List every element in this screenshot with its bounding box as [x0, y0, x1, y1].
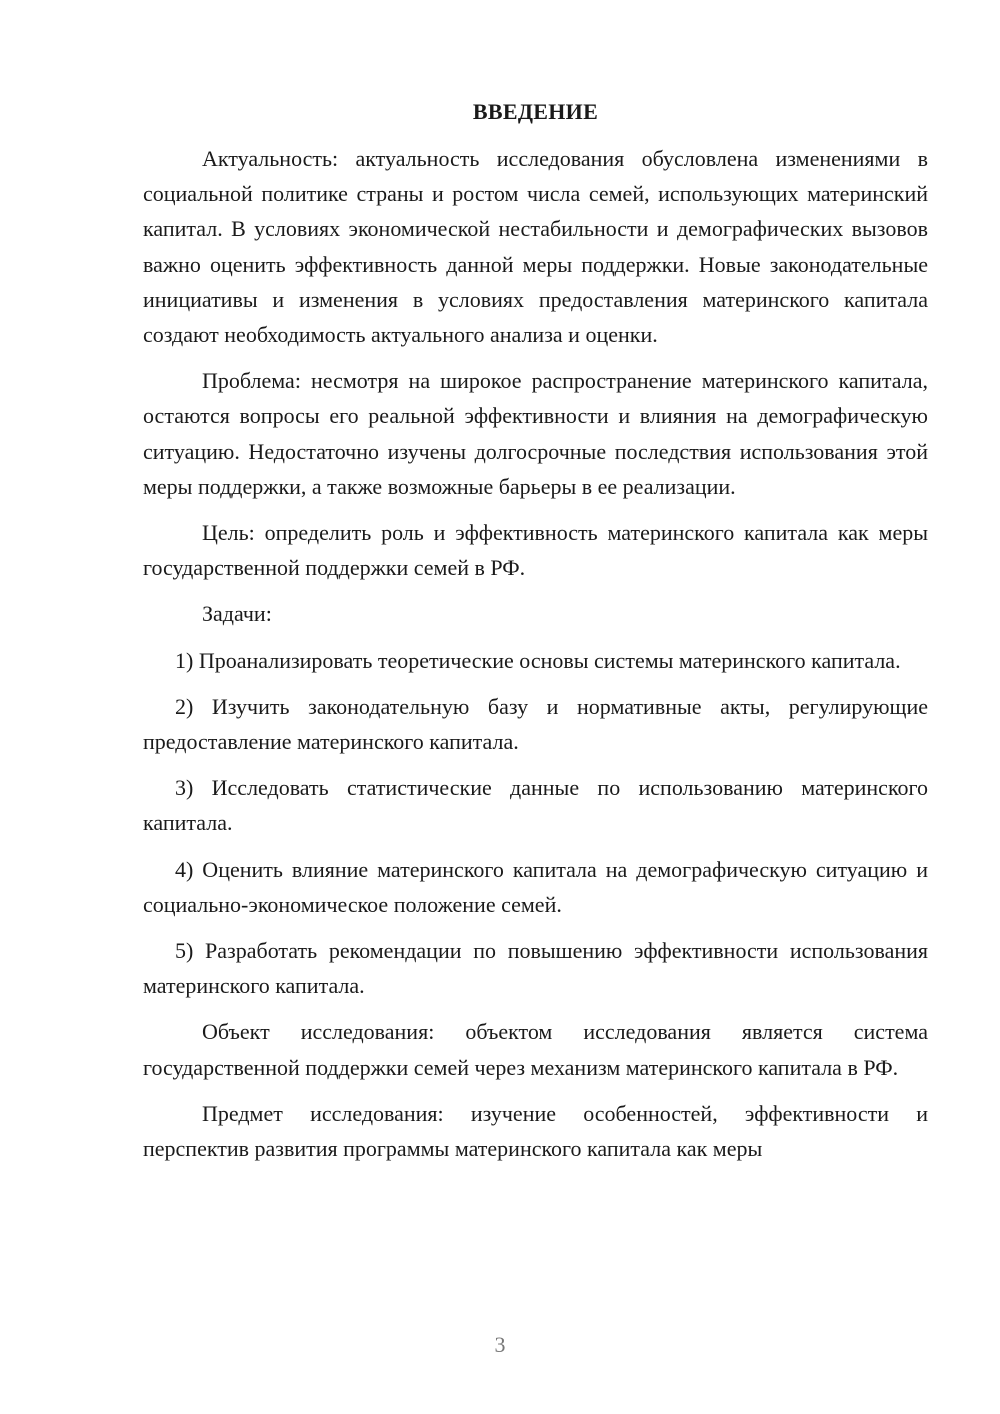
task-item: 5) Разработать рекомендации по повышению эффективности использования материнского капитала.: [143, 938, 928, 999]
paragraph-goal: Цель: определить роль и эффективность материнского капитала как меры государственной поддержки семей в РФ.: [143, 520, 928, 581]
paragraph-problem: Проблема: несмотря на широкое распространение материнского капитала, остаются вопросы его реальной эффективности и влияния на демографическую ситуацию. Недостаточно изучены долгосрочные последствия использования этой меры поддержки, а также возможные барьеры в ее реализации.: [143, 368, 928, 499]
paragraph-relevance: Актуальность: актуальность исследования обусловлена изменениями в социальной политике страны и ростом числа семей, использующих материнский капитал. В условиях экономической нестабильности и демографических вызовов важно оценить эффективность данной меры поддержки. Новые законодательные инициативы и изменения в условиях предоставления материнского капитала создают необходимость актуального анализа и оценки.: [143, 146, 928, 348]
task-item: 3) Исследовать статистические данные по использованию материнского капитала.: [143, 775, 928, 836]
paragraph-tasks-heading: Задачи:: [202, 601, 272, 627]
page-number: 3: [494, 1332, 506, 1357]
task-item: 1) Проанализировать теоретические основы системы материнского капитала.: [175, 647, 901, 673]
page-content: [143, 94, 928, 1166]
task-item: 2) Изучить законодательную базу и нормативные акты, регулирующие предоставление материнского капитала.: [143, 693, 928, 755]
paragraph-object: Объект исследования: объектом исследования является система государственной поддержки семей через механизм материнского капитала в РФ.: [143, 1019, 928, 1080]
paragraph-subject: Предмет исследования: изучение особенностей, эффективности и перспектив развития программы материнского капитала как меры: [143, 1100, 928, 1162]
task-item: 4) Оценить влияние материнского капитала на демографическую ситуацию и социально-экономическое положение семей.: [143, 856, 928, 917]
section-title: ВВЕДЕНИЕ: [472, 99, 599, 124]
